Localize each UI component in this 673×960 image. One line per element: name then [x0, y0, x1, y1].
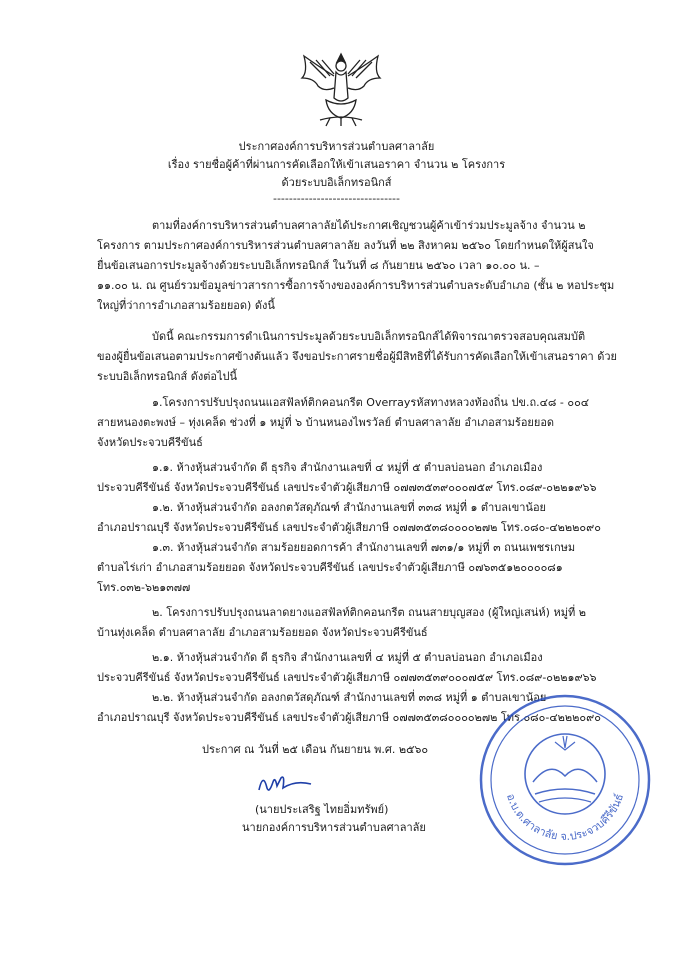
vendor-line: ๒.๒. ห้างหุ้นส่วนจำกัด อลงกตวัสดุภัณฑ์ สำนักงานเลขที่ ๓๓๘ หมู่ที่ ๑ ตำบลเขาน้อย	[152, 691, 547, 704]
paragraph-line: โครงการ ตามประกาศองค์การบริหารส่วนตำบลศาลาลัย ลงวันที่ ๒๒ สิงหาคม ๒๕๖๐ โดยกำหนดให้ผู้สนใจ	[97, 239, 594, 252]
announcement-date: ประกาศ ณ วันที่ ๒๕ เดือน กันยายน พ.ศ. ๒๕๖๐	[202, 743, 429, 756]
official-seal-icon	[475, 690, 655, 870]
svg-text:อ.บ.ต.ศาลาลัย จ.ประจวบคีรีขันธ	[504, 792, 626, 843]
project-heading-line: บ้านทุ่งเคล็ด ตำบลศาลาลัย อำเภอสามร้อยยอด จังหวัดประจวบคีรีขันธ์	[97, 626, 428, 639]
paragraph-line: บัดนี้ คณะกรรมการดำเนินการประมูลด้วยระบบอิเล็กทรอนิกส์ได้พิจารณาตรวจสอบคุณสมบัติ	[152, 330, 586, 343]
signature-icon	[255, 768, 315, 796]
stamp-text: อ.บ.ต.ศาลาลัย จ.ประจวบคีรีขันธ์	[503, 792, 627, 844]
vendor-line: อำเภอปราณบุรี จังหวัดประจวบคีรีขันธ์ เลขประจำตัวผู้เสียภาษี ๐๗๗๓๕๓๘๐๐๐๐๒๗๒ โทร.๐๘๐-๔๒๒๒๐๙๐	[97, 711, 601, 724]
project-heading-line: จังหวัดประจวบคีรีขันธ์	[97, 436, 203, 449]
vendor-line: ๑.๒. ห้างหุ้นส่วนจำกัด อลงกตวัสดุภัณฑ์ สำนักงานเลขที่ ๓๓๘ หมู่ที่ ๑ ตำบลเขาน้อย	[152, 501, 546, 514]
document-title: ประกาศองค์การบริหารส่วนตำบลศาลาลัย	[238, 140, 435, 153]
vendor-line: ๑.๑. ห้างหุ้นส่วนจำกัด ดี ธุรกิจ สำนักงานเลขที่ ๔ หมู่ที่ ๕ ตำบลบ่อนอก อำเภอเมือง	[152, 461, 543, 474]
garuda-emblem-icon	[296, 48, 386, 128]
document-subject: เรื่อง รายชื่อผู้ค้าที่ผ่านการคัดเลือกให้เข้าเสนอราคา จำนวน ๒ โครงการ	[167, 158, 506, 171]
vendor-line: ประจวบคีรีขันธ์ จังหวัดประจวบคีรีขันธ์ เลขประจำตัวผู้เสียภาษี ๐๗๗๓๕๓๙๐๐๐๗๕๙ โทร.๐๘๙-๐๒๒๑๙๖๖	[97, 481, 597, 494]
paragraph-line: ๑๑.๐๐ น. ณ ศูนย์รวมข้อมูลข่าวสารการซื้อการจ้างขององค์การบริหารส่วนตำบลระดับอำเภอ (ชั้น ๒ หอประชุม	[97, 279, 615, 292]
paragraph-line: ยื่นข้อเสนอการประมูลจ้างด้วยระบบอิเล็กทรอนิกส์ ในวันที่ ๘ กันยายน ๒๕๖๐ เวลา ๑๐.๐๐ น. –	[97, 259, 540, 272]
vendor-line: ๒.๑. ห้างหุ้นส่วนจำกัด ดี ธุรกิจ สำนักงานเลขที่ ๔ หมู่ที่ ๕ ตำบลบ่อนอก อำเภอเมือง	[152, 651, 543, 664]
signer-title: นายกองค์การบริหารส่วนตำบลศาลาลัย	[242, 821, 426, 834]
vendor-line: อำเภอปราณบุรี จังหวัดประจวบคีรีขันธ์ เลขประจำตัวผู้เสียภาษี ๐๗๗๓๕๓๘๐๐๐๐๒๗๒ โทร.๐๘๐-๔๒๒๒๐๙๐	[97, 521, 601, 534]
vendor-line: โทร.๐๓๒-๖๒๑๓๗๗	[97, 581, 191, 594]
vendor-line: ๑.๓. ห้างหุ้นส่วนจำกัด สามร้อยยอดการค้า สำนักงานเลขที่ ๗๓๑/๑ หมู่ที่ ๓ ถนนเพชรเกษม	[152, 541, 576, 554]
paragraph-line: ระบบอิเล็กทรอนิกส์ ดังต่อไปนี้	[97, 370, 238, 383]
signer-name: (นายประเสริฐ ไทยอิ่มทรัพย์)	[255, 803, 389, 816]
paragraph-line: ตามที่องค์การบริหารส่วนตำบลศาลาลัยได้ประกาศเชิญชวนผู้ค้าเข้าร่วมประมูลจ้าง จำนวน ๒	[152, 219, 586, 232]
project-heading-line: สายหนองตะพงษ์ – ทุ่งเคล็ด ช่วงที่ ๑ หมู่ที่ ๖ บ้านหนองไพรวัลย์ ตำบลศาลาลัย อำเภอสามร้อยยอด	[97, 416, 555, 429]
vendor-line: ตำบลไร่เก่า อำเภอสามร้อยยอด จังหวัดประจวบคีรีขันธ์ เลขประจำตัวผู้เสียภาษี ๐๗๖๓๕๑๒๐๐๐๐๘๑	[97, 561, 563, 574]
document-subject-line2: ด้วยระบบอิเล็กทรอนิกส์	[281, 176, 392, 189]
project-heading: ๒. โครงการปรับปรุงถนนลาดยางแอสฟัลท์ติกคอนกรีต ถนนสายบุญสอง (ผู้ใหญ่เสน่ห์) หมู่ที่ ๒	[152, 606, 586, 619]
paragraph-line: ใหญ่ที่ว่าการอำเภอสามร้อยยอด) ดังนี้	[97, 299, 275, 312]
header-divider: --------------------------------	[272, 192, 400, 205]
vendor-line: ประจวบคีรีขันธ์ จังหวัดประจวบคีรีขันธ์ เลขประจำตัวผู้เสียภาษี ๐๗๗๓๕๓๙๐๐๐๗๕๙ โทร.๐๘๙-๐๒๒๑๙๖๖	[97, 671, 597, 684]
paragraph-line: ของผู้ยื่นข้อเสนอตามประกาศข้างต้นแล้ว จึงขอประกาศรายชื่อผู้มีสิทธิที่ได้รับการคัดเลือกให้เข้าเสนอราคา ด้วย	[97, 350, 617, 363]
project-heading: ๑.โครงการปรับปรุงถนนแอสฟัลท์ติกคอนกรีต Overrayรหัสทางหลวงท้องถิ่น ปข.ถ.๔๘ - ๐๐๔	[152, 396, 590, 409]
